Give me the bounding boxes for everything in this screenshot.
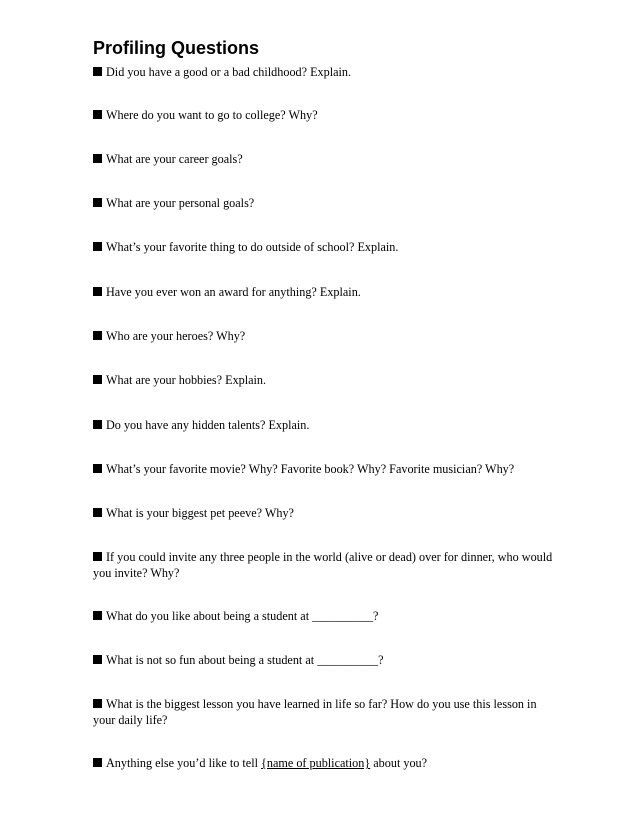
question-item [93, 107, 553, 123]
question-text: What do you like about being a student at __________? [106, 609, 379, 623]
question-item [93, 505, 553, 521]
square-bullet-icon [93, 198, 102, 207]
question-text: What are your career goals? [106, 152, 243, 166]
question-text: Have you ever won an award for anything? Explain. [106, 285, 361, 299]
question-item [93, 755, 553, 771]
square-bullet-icon [93, 758, 102, 767]
question-item [93, 417, 553, 433]
question-text-pre: Anything else you’d like to tell [106, 756, 262, 770]
question-text: What is your biggest pet peeve? Why? [106, 506, 294, 520]
square-bullet-icon [93, 242, 102, 251]
question-item [93, 195, 553, 211]
square-bullet-icon [93, 611, 102, 620]
question-item [93, 696, 553, 728]
square-bullet-icon [93, 655, 102, 664]
square-bullet-icon [93, 508, 102, 517]
question-item [93, 549, 553, 581]
question-text-post: about you? [370, 756, 428, 770]
question-text: What’s your favorite thing to do outside of school? Explain. [106, 240, 399, 254]
question-text: Where do you want to go to college? Why? [106, 108, 318, 122]
square-bullet-icon [93, 331, 102, 340]
publication-placeholder: {name of publication} [261, 756, 371, 770]
page-title: Profiling Questions [93, 38, 260, 58]
question-item [93, 461, 553, 477]
question-text: What are your personal goals? [106, 196, 255, 210]
question-item [93, 328, 553, 344]
square-bullet-icon [93, 110, 102, 119]
question-text: Did you have a good or a bad childhood? Explain. [106, 65, 352, 79]
square-bullet-icon [93, 464, 102, 473]
question-item [93, 372, 553, 388]
question-text: Who are your heroes? Why? [106, 329, 246, 343]
question-item [93, 151, 553, 167]
square-bullet-icon [93, 552, 102, 561]
question-text: What’s your favorite movie? Why? Favorite book? Why? Favorite musician? Why? [106, 462, 515, 476]
question-item [93, 64, 553, 80]
square-bullet-icon [93, 375, 102, 384]
question-text: What are your hobbies? Explain. [106, 373, 267, 387]
square-bullet-icon [93, 420, 102, 429]
question-text: If you could invite any three people in the world (alive or dead) over for dinner, who would you invite? Why? [93, 550, 553, 580]
square-bullet-icon [93, 67, 102, 76]
question-item [93, 239, 553, 255]
question-item [93, 284, 553, 300]
question-text: What is the biggest lesson you have learned in life so far? How do you use this lesson in your daily life? [93, 697, 537, 727]
question-item [93, 652, 553, 668]
question-text: Do you have any hidden talents? Explain. [106, 418, 310, 432]
question-item [93, 608, 553, 624]
square-bullet-icon [93, 287, 102, 296]
square-bullet-icon [93, 154, 102, 163]
square-bullet-icon [93, 699, 102, 708]
question-text: What is not so fun about being a student at __________? [106, 653, 384, 667]
